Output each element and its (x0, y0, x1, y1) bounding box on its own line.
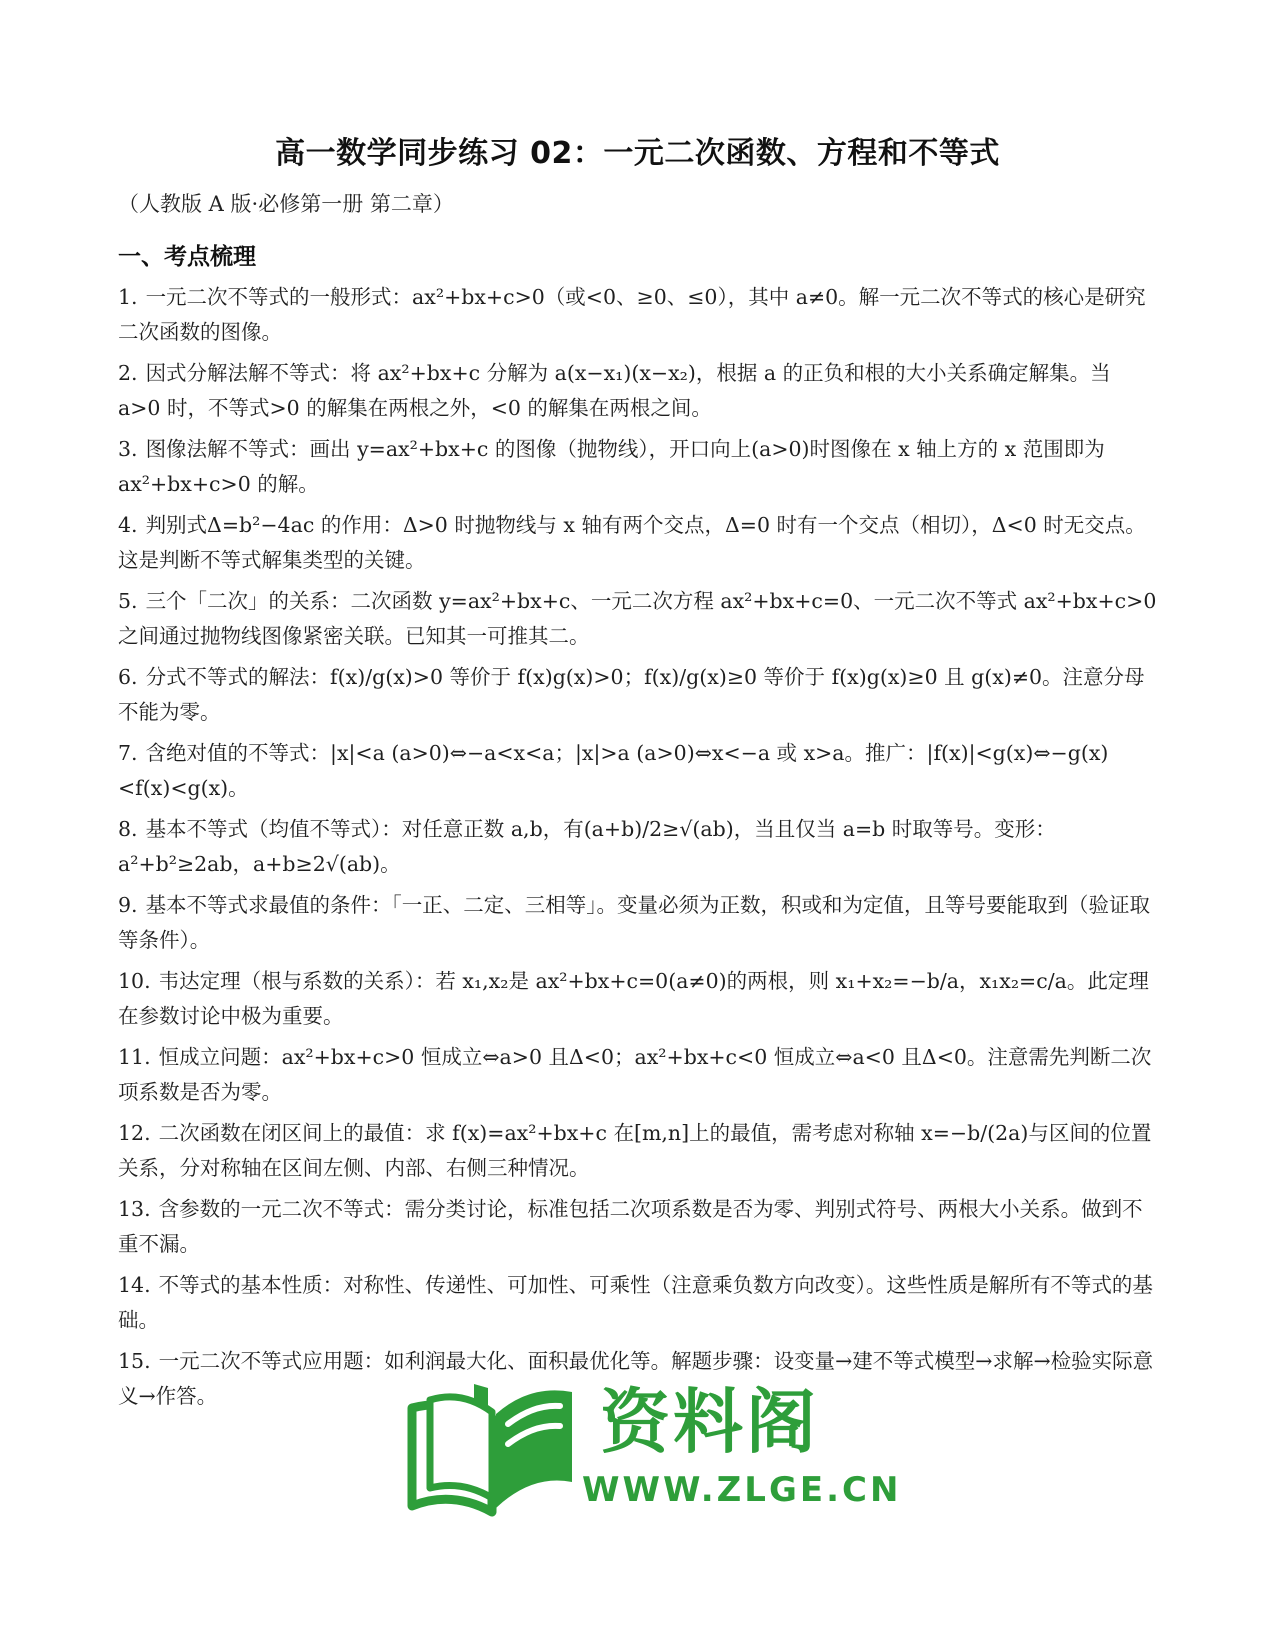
list-item-text: 判别式Δ=b²−4ac 的作用：Δ>0 时抛物线与 x 轴有两个交点，Δ=0 时有一个交点（相切），Δ<0 时无交点。这是判断不等式解集类型的关键。 (118, 513, 1146, 572)
list-item-number: 4. (118, 513, 138, 537)
list-item-number: 14. (118, 1273, 151, 1297)
list-item-number: 5. (118, 589, 138, 613)
key-points-list (118, 280, 1158, 1420)
list-item (118, 964, 1158, 1034)
list-item-text: 韦达定理（根与系数的关系）：若 x₁,x₂是 ax²+bx+c=0(a≠0)的两根，则 x₁+x₂=−b/a，x₁x₂=c/a。此定理在参数讨论中极为重要。 (118, 969, 1149, 1028)
list-item-number: 3. (118, 437, 138, 461)
list-item-text: 一元二次不等式的一般形式：ax²+bx+c>0（或<0、≥0、≤0），其中 a≠0。解一元二次不等式的核心是研究二次函数的图像。 (118, 285, 1146, 344)
list-item (118, 432, 1158, 502)
list-item-number: 6. (118, 665, 138, 689)
list-item-number: 13. (118, 1197, 151, 1221)
list-item (118, 280, 1158, 350)
list-item (118, 660, 1158, 730)
list-item-number: 15. (118, 1349, 151, 1373)
list-item (118, 508, 1158, 578)
list-item-text: 分式不等式的解法：f(x)/g(x)>0 等价于 f(x)g(x)>0；f(x)/g(x)≥0 等价于 f(x)g(x)≥0 且 g(x)≠0。注意分母不能为零。 (118, 665, 1145, 724)
list-item-number: 2. (118, 361, 138, 385)
list-item-text: 基本不等式求最值的条件：「一正、二定、三相等」。变量必须为正数，积或和为定值，且等号要能取到（验证取等条件）。 (118, 893, 1151, 952)
watermark-site-name: 资料阁 (600, 1381, 819, 1463)
document-subtitle: （人教版 A 版·必修第一册 第二章） (118, 192, 454, 216)
list-item (118, 736, 1158, 806)
list-item (118, 1116, 1158, 1186)
document-title: 高一数学同步练习 02：一元二次函数、方程和不等式 (275, 136, 1000, 171)
list-item (118, 356, 1158, 426)
list-item (118, 1040, 1158, 1110)
list-item-number: 11. (118, 1045, 151, 1069)
list-item (118, 1192, 1158, 1262)
list-item-number: 1. (118, 285, 138, 309)
section-heading: 一、考点梳理 (118, 244, 256, 270)
list-item-number: 7. (118, 741, 138, 765)
list-item-text: 不等式的基本性质：对称性、传递性、可加性、可乘性（注意乘负数方向改变）。这些性质是解所有不等式的基础。 (118, 1273, 1153, 1332)
list-item-number: 8. (118, 817, 138, 841)
list-item-number: 10. (118, 969, 151, 993)
open-book-logo-icon (404, 1378, 584, 1518)
list-item-text: 三个「二次」的关系：二次函数 y=ax²+bx+c、一元二次方程 ax²+bx+c=0、一元二次不等式 ax²+bx+c>0 之间通过抛物线图像紧密关联。已知其一可推其二。 (118, 589, 1157, 648)
list-item-text: 因式分解法解不等式：将 ax²+bx+c 分解为 a(x−x₁)(x−x₂)，根据 a 的正负和根的大小关系确定解集。当 a>0 时，不等式>0 的解集在两根之外，<0 的解集在两根之间。 (118, 361, 1111, 420)
list-item (118, 1268, 1158, 1338)
list-item-text: 二次函数在闭区间上的最值：求 f(x)=ax²+bx+c 在[m,n]上的最值，需考虑对称轴 x=−b/(2a)与区间的位置关系，分对称轴在区间左侧、内部、右侧三种情况。 (118, 1121, 1152, 1180)
list-item-text: 图像法解不等式：画出 y=ax²+bx+c 的图像（抛物线），开口向上(a>0)时图像在 x 轴上方的 x 范围即为 ax²+bx+c>0 的解。 (118, 437, 1105, 496)
list-item (118, 888, 1158, 958)
list-item-number: 9. (118, 893, 138, 917)
list-item-text: 基本不等式（均值不等式）：对任意正数 a,b，有(a+b)/2≥√(ab)，当且仅当 a=b 时取等号。变形：a²+b²≥2ab，a+b≥2√(ab)。 (118, 817, 1056, 876)
list-item-text: 一元二次不等式应用题：如利润最大化、面积最优化等。解题步骤：设变量→建不等式模型→求解→检验实际意义→作答。 (118, 1349, 1154, 1408)
list-item (118, 812, 1158, 882)
list-item (118, 584, 1158, 654)
list-item-text: 恒成立问题：ax²+bx+c>0 恒成立⇔a>0 且Δ<0；ax²+bx+c<0 恒成立⇔a<0 且Δ<0。注意需先判断二次项系数是否为零。 (118, 1045, 1152, 1104)
list-item-text: 含参数的一元二次不等式：需分类讨论，标准包括二次项系数是否为零、判别式符号、两根大小关系。做到不重不漏。 (118, 1197, 1143, 1256)
watermark-logo (404, 1378, 902, 1518)
list-item-text: 含绝对值的不等式：|x|<a (a>0)⇔−a<x<a；|x|>a (a>0)⇔x<−a 或 x>a。推广：|f(x)|<g(x)⇔−g(x)<f(x)<g(x)。 (118, 741, 1109, 800)
watermark-site-url: WWW.ZLGE.CN (582, 1470, 902, 1510)
list-item-number: 12. (118, 1121, 151, 1145)
